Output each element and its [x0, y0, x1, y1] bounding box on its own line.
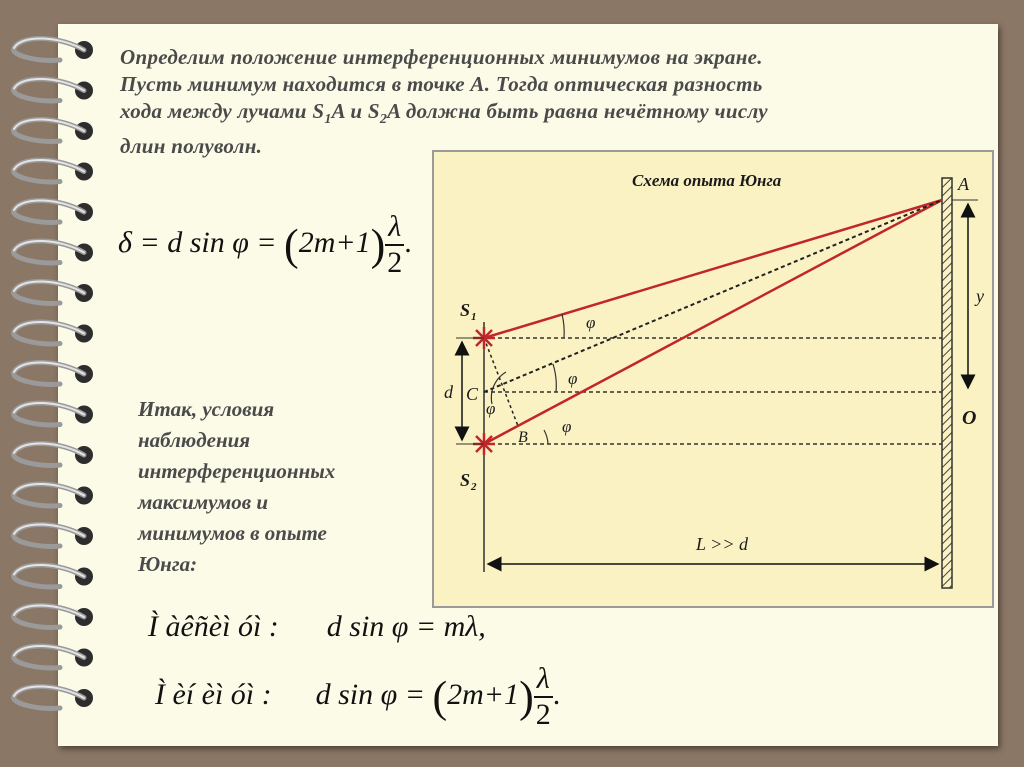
intro-line: Определим положение интерференционных минимумов на экране. [120, 45, 763, 69]
intro-line: длин полуволн. [120, 134, 263, 159]
young-experiment-diagram [432, 150, 994, 608]
intro-text [120, 44, 990, 160]
spiral-binding [0, 0, 110, 767]
label-b: B [518, 429, 528, 446]
label-a: A [958, 174, 969, 194]
spiral-ring-icon [14, 605, 93, 627]
label-s1-sub: 1 [471, 311, 477, 323]
label-d: d [444, 382, 453, 402]
label-c: C [466, 384, 479, 404]
ray-s1-a [484, 200, 942, 338]
formula-path-difference: δ = d sin φ = (2m+1) $\frac{\lambda}{2}$ . [118, 210, 412, 279]
spiral-ring-icon [14, 160, 93, 182]
spiral-ring-icon [14, 79, 93, 101]
label-phi: φ [486, 399, 496, 418]
formula-minimum: Ì èí èì óì : d sin φ = (2m+1) $\frac{\lambda}{2}$ . [155, 662, 561, 731]
screen [942, 178, 952, 588]
summary-text: Итак, условия наблюдения интерференционных максимумов и минимумов в опыте Юнга: [138, 397, 336, 576]
angle-arc [562, 314, 564, 338]
fraction: $\frac{\lambda}{2}$ [387, 210, 403, 279]
label-phi: φ [568, 369, 578, 388]
spiral-ring-icon [14, 38, 93, 60]
spiral-ring-icon [14, 403, 93, 425]
label-phi: φ [586, 313, 596, 332]
ray-center-a [484, 200, 942, 392]
label-phi: φ [562, 417, 572, 436]
fraction: $\frac{\lambda}{2}$ [535, 662, 551, 731]
spiral-ring-icon [14, 241, 93, 263]
label-o: O [962, 407, 977, 429]
angle-arc [544, 430, 548, 444]
diagram-svg [434, 152, 992, 606]
spiral-ring-icon [14, 119, 93, 141]
spiral-ring-icon [14, 565, 93, 587]
diagram-title: Схема опыта Юнга [632, 171, 782, 190]
spiral-ring-icon [14, 686, 93, 708]
spiral-ring-icon [14, 443, 93, 465]
spiral-ring-icon [14, 322, 93, 344]
label-s2: S [460, 470, 471, 490]
angle-arc [553, 364, 556, 392]
spiral-ring-icon [14, 646, 93, 668]
intro-line: Пусть минимум находится в точке А. Тогда оптическая разность [120, 72, 763, 96]
spiral-ring-icon [14, 484, 93, 506]
spiral-ring-icon [14, 200, 93, 222]
label-s2-sub: 2 [471, 481, 477, 493]
spiral-ring-icon [14, 281, 93, 303]
intro-line: хода между лучами $S_1A$ и $S_2A$ должна быть равна нечётному числу [120, 99, 768, 128]
spiral-ring-icon [14, 362, 93, 384]
formula-maximum: Ì àêñèì óì : d sin φ = mλ, [148, 610, 486, 643]
spiral-ring-icon [14, 524, 93, 546]
ray-s2-a [484, 200, 942, 444]
label-s1: S [460, 300, 471, 320]
label-l: L >> d [696, 534, 748, 554]
label-y: y [976, 286, 984, 306]
